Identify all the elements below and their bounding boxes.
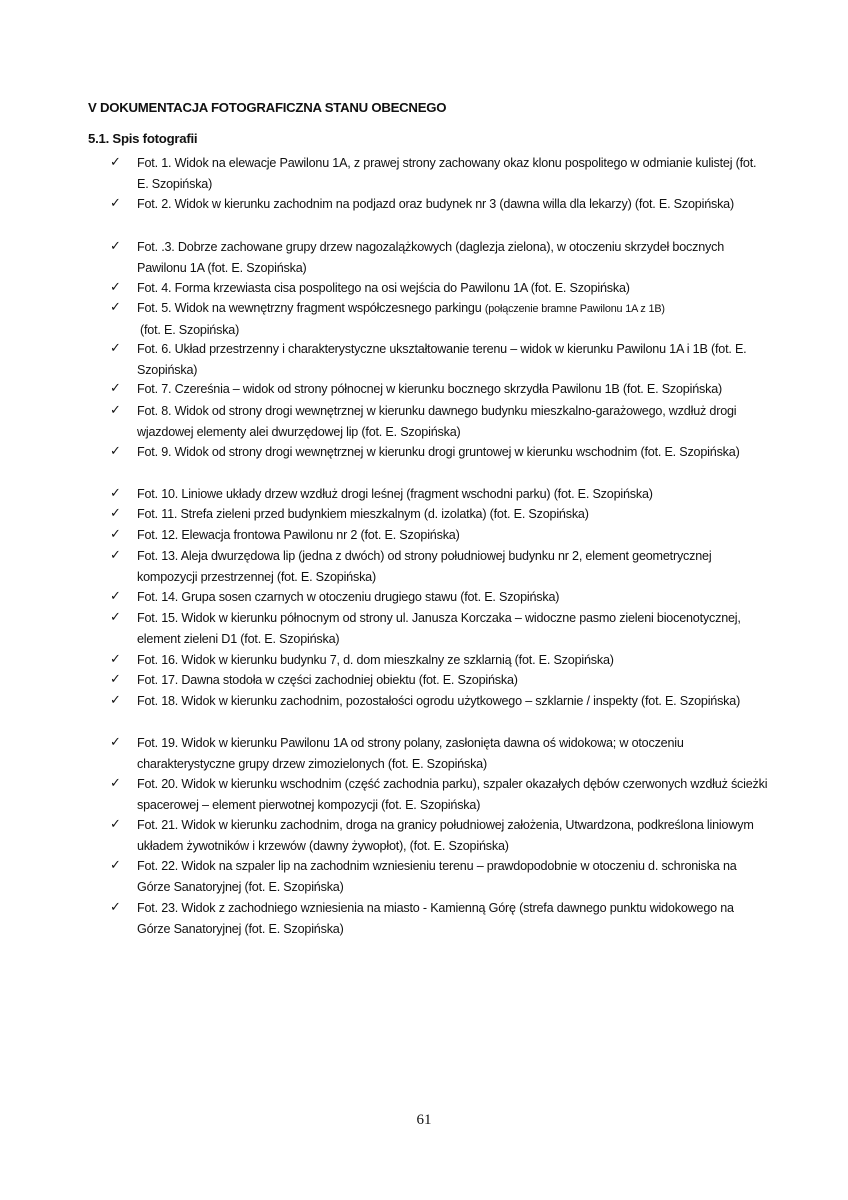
checkmark-icon: ✓ (110, 858, 121, 873)
checkmark-icon: ✓ (110, 239, 121, 254)
checkmark-icon: ✓ (110, 527, 121, 542)
list-item-photo-4 (110, 278, 770, 299)
list-item-photo-3 (110, 237, 770, 278)
checkmark-icon: ✓ (110, 548, 121, 563)
list-item-photo-16 (110, 650, 770, 671)
page-number: 61 (416, 1112, 432, 1128)
photo-caption-note: (połączenie bramne Pawilonu 1A z 1B) (484, 303, 665, 315)
list-item-photo-12 (110, 525, 770, 546)
section-title: V DOKUMENTACJA FOTOGRAFICZNA STANU OBECNEGO (88, 100, 447, 115)
photo-caption: Fot. 21. Widok w kierunku zachodnim, droga na granicy południowej założenia, Utwardzona, podkreślona liniowym układem żywotników i krzewów (dawny żywopłot), (fot. E. Szopińska) (137, 818, 754, 853)
list-item-photo-21 (110, 815, 770, 856)
checkmark-icon: ✓ (110, 155, 121, 170)
photo-caption: Fot. 19. Widok w kierunku Pawilonu 1A od strony polany, zasłonięta dawna oś widokowa; w otoczeniu charakterystyczne grupy drzew zimozielonych (fot. E. Szopińska) (137, 736, 684, 771)
checkmark-icon: ✓ (110, 652, 121, 667)
checkmark-icon: ✓ (110, 693, 121, 708)
photo-caption-main: Fot. 5. Widok na wewnętrzny fragment współczesnego parkingu (137, 301, 482, 315)
photo-caption: Fot. 7. Czereśnia – widok od strony północnej w kierunku bocznego skrzydła Pawilonu 1B (fot. E. Szopińska) (137, 382, 723, 396)
list-item-photo-23 (110, 898, 770, 939)
list-item-photo-15 (110, 608, 770, 649)
checkmark-icon: ✓ (110, 444, 121, 459)
checkmark-icon: ✓ (110, 506, 121, 521)
checkmark-icon: ✓ (110, 610, 121, 625)
photo-caption: Fot. 22. Widok na szpaler lip na zachodnim wzniesieniu terenu – prawdopodobnie w otoczeniu d. schroniska na Górze Sanatoryjnej (fot. E. Szopińska) (137, 859, 737, 894)
list-item-photo-9 (110, 442, 770, 463)
list-item-photo-13 (110, 546, 770, 587)
checkmark-icon: ✓ (110, 280, 121, 295)
list-item-photo-10 (110, 484, 770, 505)
photo-caption (137, 298, 770, 340)
checkmark-icon: ✓ (110, 735, 121, 750)
checkmark-icon: ✓ (110, 672, 121, 687)
photo-caption: Fot. 10. Liniowe układy drzew wzdłuż drogi leśnej (fragment wschodni parku) (fot. E. Szopińska) (137, 487, 653, 501)
checkmark-icon: ✓ (110, 589, 121, 604)
photo-caption: Fot. 2. Widok w kierunku zachodnim na podjazd oraz budynek nr 3 (dawna willa dla lekarzy) (fot. E. Szopińska) (137, 197, 734, 211)
checkmark-icon: ✓ (110, 196, 121, 211)
checkmark-icon: ✓ (110, 776, 121, 791)
photo-caption: Fot. 1. Widok na elewacje Pawilonu 1A, z prawej strony zachowany okaz klonu pospolitego w odmianie kulistej (fot. E. Szopińska) (137, 156, 757, 191)
list-item-photo-19 (110, 733, 770, 774)
checkmark-icon: ✓ (110, 403, 121, 418)
photo-caption: Fot. 6. Układ przestrzenny i charakterystyczne ukształtowanie terenu – widok w kierunku Pawilonu 1A i 1B (fot. E. Szopińska) (137, 342, 747, 377)
photo-caption: Fot. 17. Dawna stodoła w części zachodniej obiektu (fot. E. Szopińska) (137, 673, 518, 687)
subsection-title: 5.1. Spis fotografii (88, 131, 198, 146)
checkmark-icon: ✓ (110, 486, 121, 501)
list-item-photo-6 (110, 339, 770, 380)
photo-caption: Fot. 9. Widok od strony drogi wewnętrznej w kierunku drogi gruntowej w kierunku wschodnim (fot. E. Szopińska) (137, 445, 740, 459)
checkmark-icon: ✓ (110, 300, 121, 315)
list-item-photo-17 (110, 670, 770, 691)
list-item-photo-18 (110, 691, 770, 712)
photo-caption: Fot. 8. Widok od strony drogi wewnętrznej w kierunku dawnego budynku mieszkalno-garażowego, wzdłuż drogi wjazdowej elementy alei dwurzędowej lip (fot. E. Szopińska) (137, 404, 737, 439)
list-item-photo-14 (110, 587, 770, 608)
list-item-photo-20 (110, 774, 770, 815)
checkmark-icon: ✓ (110, 381, 121, 396)
checkmark-icon: ✓ (110, 341, 121, 356)
list-item-photo-8 (110, 401, 770, 442)
photo-caption: Fot. 14. Grupa sosen czarnych w otoczeniu drugiego stawu (fot. E. Szopińska) (137, 590, 560, 604)
photo-caption-credit: (fot. E. Szopińska) (140, 322, 240, 337)
list-item-photo-1 (110, 153, 770, 194)
photo-caption: Fot. 15. Widok w kierunku północnym od strony ul. Janusza Korczaka – widoczne pasmo zieleni biocenotycznej, element zieleni D1 (fot. E. Szopińska) (137, 611, 741, 646)
checkmark-icon: ✓ (110, 900, 121, 915)
photo-caption: Fot. .3. Dobrze zachowane grupy drzew nagozalążkowych (daglezja zielona), w otoczeniu skrzydeł bocznych Pawilonu 1A (fot. E. Szopińska) (137, 240, 725, 275)
checkmark-icon: ✓ (110, 817, 121, 832)
list-item-photo-11 (110, 504, 770, 525)
photo-caption: Fot. 12. Elewacja frontowa Pawilonu nr 2 (fot. E. Szopińska) (137, 528, 460, 542)
list-item-photo-7 (110, 379, 770, 400)
photo-caption: Fot. 20. Widok w kierunku wschodnim (część zachodnia parku), szpaler okazałych dębów czerwonych wzdłuż ścieżki spacerowej – element pierwotnej kompozycji (fot. E. Szopińska) (137, 777, 768, 812)
photo-caption: Fot. 4. Forma krzewiasta cisa pospolitego na osi wejścia do Pawilonu 1A (fot. E. Szopińska) (137, 281, 630, 295)
photo-caption: Fot. 11. Strefa zieleni przed budynkiem mieszkalnym (d. izolatka) (fot. E. Szopińska) (137, 507, 589, 521)
photo-caption: Fot. 13. Aleja dwurzędowa lip (jedna z dwóch) od strony południowej budynku nr 2, element geometrycznej kompozycji przestrzennej (fot. E. Szopińska) (137, 549, 712, 584)
list-item-photo-22 (110, 856, 770, 897)
list-item-photo-5 (110, 298, 770, 340)
photo-caption: Fot. 16. Widok w kierunku budynku 7, d. dom mieszkalny ze szklarnią (fot. E. Szopińska) (137, 653, 614, 667)
photo-caption: Fot. 23. Widok z zachodniego wzniesienia na miasto - Kamienną Górę (strefa dawnego punktu widokowego na Górze Sanatoryjnej (fot. E. Szopińska) (137, 901, 734, 936)
list-item-photo-2 (110, 194, 770, 215)
photo-caption: Fot. 18. Widok w kierunku zachodnim, pozostałości ogrodu użytkowego – szklarnie / inspekty (fot. E. Szopińska) (137, 694, 741, 708)
